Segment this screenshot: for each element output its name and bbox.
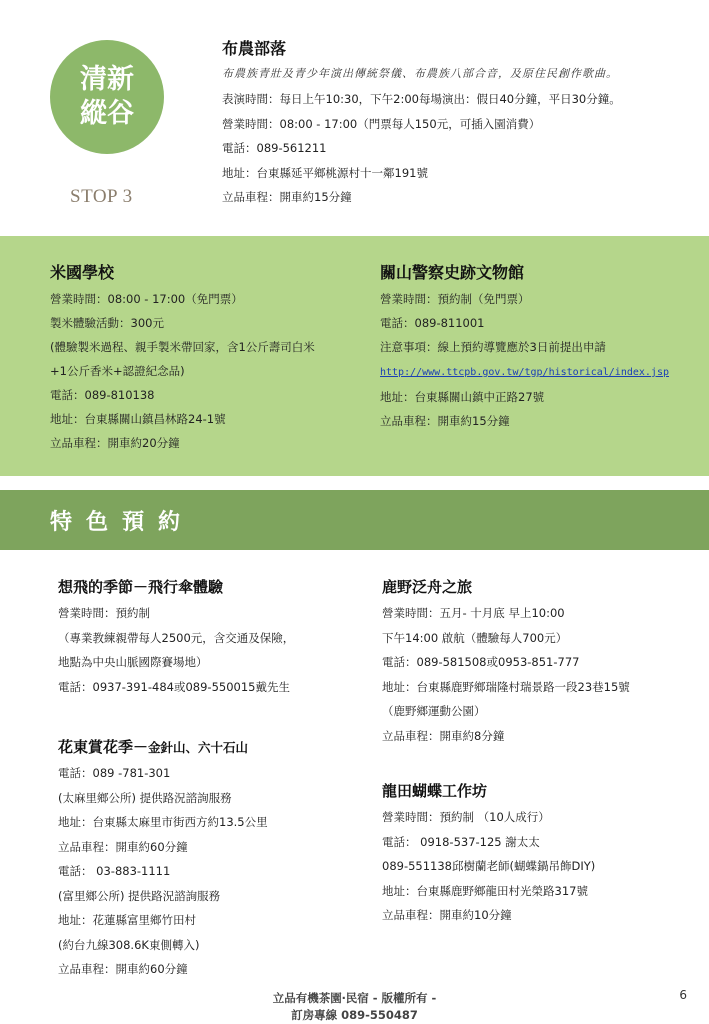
flowers-line: (太麻里鄉公所) 提供路況諮詢服務 <box>58 790 232 805</box>
paragliding-line: （專業教練親帶每人2500元，含交通及保險， <box>58 630 295 645</box>
page-number: 6 <box>679 988 687 1002</box>
rice-school-line: 地址：台東縣關山鎮昌林路24-1號 <box>50 412 226 426</box>
butterfly-line: 立品車程：開車約10分鐘 <box>382 908 512 922</box>
luye-boat-line: 地址：台東縣鹿野鄉瑞隆村瑞景路一段23巷15號 <box>382 679 630 694</box>
flowers-title <box>58 736 368 757</box>
footer <box>0 990 709 1024</box>
green-info-band <box>0 236 709 476</box>
butterfly-title: 龍田蝴蝶工作坊 <box>382 782 488 800</box>
police-museum-line: 立品車程：開車約15分鐘 <box>380 414 510 428</box>
bunong-line: 地址：台東縣延平鄉桃源村十一鄰191號 <box>222 165 428 180</box>
flowers-line: 立品車程：開車約60分鐘 <box>58 962 188 976</box>
flowers-line: (約台九線308.6K東側轉入) <box>58 937 200 952</box>
luye-boat-line: 營業時間：五月- 十月底 早上10:00 <box>382 606 565 620</box>
flowers-line: 電話：089 -781-301 <box>58 766 171 780</box>
section-header-title: 特色預約 <box>50 508 195 535</box>
stop-circle-badge <box>50 40 164 154</box>
luye-boat-line: 立品車程：開車約8分鐘 <box>382 728 505 743</box>
luye-boat-section <box>382 576 702 748</box>
butterfly-line: 地址：台東縣鹿野鄉龍田村光榮路317號 <box>382 883 588 898</box>
paragliding-section <box>58 576 368 699</box>
police-museum-line: 營業時間：預約制（免門票） <box>380 292 530 306</box>
bunong-desc: 布農族青壯及青少年演出傳統祭儀、布農族八部合音，及原住民創作歌曲。 <box>222 67 618 80</box>
butterfly-line: 089-551138邱樹蘭老師(蝴蝶鍋吊飾DIY) <box>382 859 596 873</box>
circle-text-line1: 清新 <box>80 64 134 95</box>
luye-boat-line: （鹿野鄉運動公園） <box>382 704 486 718</box>
circle-text-line2: 縱谷 <box>80 98 134 129</box>
luye-boat-line: 電話：089-581508或0953-851-777 <box>382 655 580 669</box>
paragliding-line: 營業時間：預約制 <box>58 606 150 620</box>
police-museum-line: 電話：089-811001 <box>380 316 485 330</box>
footer-copyright: 立品有機茶園‧民宿 - 版權所有 - <box>272 991 437 1005</box>
flowers-section <box>58 736 368 982</box>
flowers-line: 地址：台東縣太麻里市街西方約13.5公里 <box>58 815 268 829</box>
rice-school-line: 製米體驗活動：300元 <box>50 316 164 330</box>
butterfly-section <box>382 780 702 928</box>
bunong-line: 立品車程：開車約15分鐘 <box>222 190 352 204</box>
flowers-line: 地址：花蓮縣富里鄉竹田村 <box>58 913 196 927</box>
rice-school-line: 電話：089-810138 <box>50 388 155 402</box>
bunong-line: 電話：089-561211 <box>222 141 327 155</box>
footer-booking-line: 訂房專線 089-550487 <box>291 1008 418 1022</box>
paragliding-title: 想飛的季節－飛行傘體驗 <box>58 578 224 596</box>
rice-school-line: (體驗製米過程、親手製米帶回家，含1公斤壽司白米 <box>50 340 315 354</box>
butterfly-line: 營業時間：預約制 （10人成行） <box>382 810 550 824</box>
police-museum-title: 關山警察史跡文物館 <box>380 263 525 282</box>
luye-boat-line: 下午14:00 啟航（體驗每人700元） <box>382 630 568 645</box>
police-museum-link[interactable]: http://www.ttcpb.gov.tw/tgp/historical/index.jsp <box>380 367 669 378</box>
bunong-title: 布農部落 <box>222 39 287 58</box>
stop-label: STOP 3 <box>70 186 133 207</box>
rice-school-line: 營業時間：08:00 - 17:00（免門票） <box>50 292 243 306</box>
paragliding-line: 地點為中央山脈國際賽場地） <box>58 655 208 669</box>
flowers-title-sub: 金針山、六十石山 <box>148 740 249 755</box>
police-museum-section <box>380 260 700 433</box>
bunong-line: 營業時間：08:00 - 17:00（門票每人150元，可插入園消費） <box>222 116 541 131</box>
bunong-line: 表演時間：每日上午10:30，下午2:00每場演出：假日40分鐘，平日30分鐘。 <box>222 92 621 106</box>
paragliding-line: 電話：0937-391-484或089-550015戴先生 <box>58 679 290 694</box>
flowers-title-main: 花東賞花季－ <box>58 738 149 756</box>
rice-school-section <box>50 260 370 455</box>
flowers-line: (富里鄉公所) 提供路況諮詢服務 <box>58 888 221 903</box>
section-header-band <box>0 490 709 550</box>
luye-boat-title: 鹿野泛舟之旅 <box>382 578 473 596</box>
rice-school-title: 米國學校 <box>50 263 115 282</box>
flowers-line: 電話： 03-883-1111 <box>58 864 171 878</box>
rice-school-line: 立品車程：開車約20分鐘 <box>50 436 180 450</box>
butterfly-line: 電話： 0918-537-125 謝太太 <box>382 834 540 849</box>
police-museum-line: 注意事項：線上預約導覽應於3日前提出申請 <box>380 340 606 354</box>
police-museum-line: 地址：台東縣關山鎮中正路27號 <box>380 390 545 404</box>
flowers-line: 立品車程：開車約60分鐘 <box>58 839 188 854</box>
bunong-section <box>222 36 692 210</box>
rice-school-line: +1公斤香米+認證紀念品) <box>50 364 185 378</box>
